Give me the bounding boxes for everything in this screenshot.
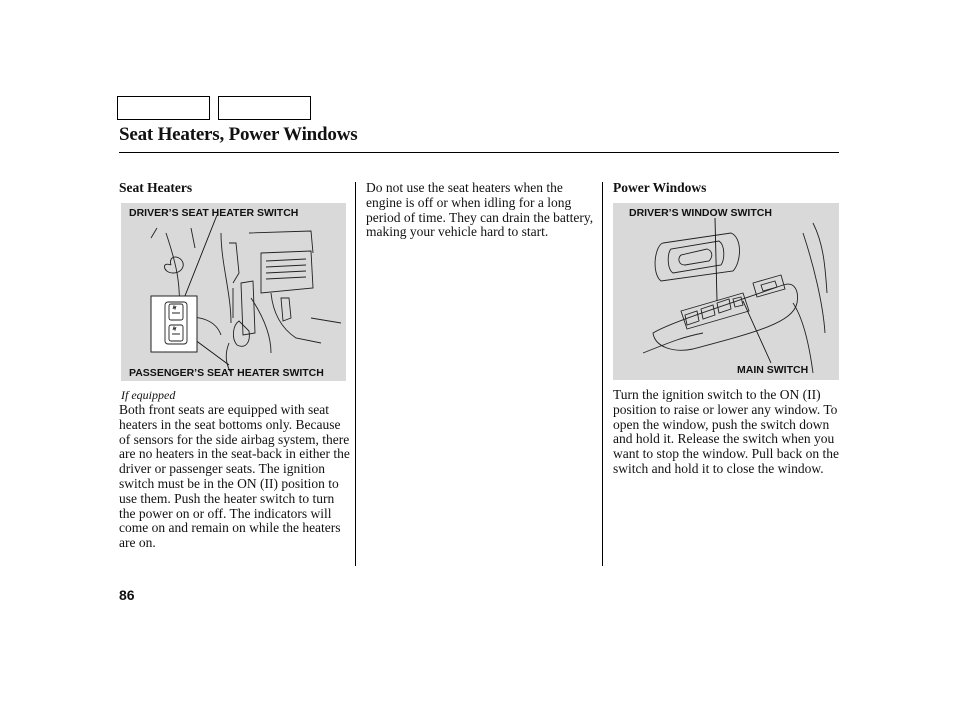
if-equipped-note: If equipped (121, 388, 176, 402)
seat-heaters-body: Both front seats are equipped with seat heaters in the seat bottoms only. Because of sensors for the side airbag system, there are no heaters in the seat-back in either the driver or passenger seats. The ignition switch must be in the ON (II) position to use them. Push the heater switch to turn the power on or off. The indicators will come on and remain on while the heaters are on. (119, 402, 350, 551)
power-window-figure (613, 203, 839, 380)
figure-label-driver-window-switch: DRIVER’S WINDOW SWITCH (629, 207, 772, 219)
title-divider (119, 152, 839, 153)
power-window-illustration (613, 203, 839, 380)
seat-heaters-heading: Seat Heaters (119, 180, 193, 195)
power-windows-body: Turn the ignition switch to the ON (II) position to raise or lower any window. To open the window, push the switch down and hold it. Release the switch when you want to stop the window. Pull back on the switch and hold it to close the window. (613, 387, 839, 476)
page-number: 86 (119, 587, 135, 603)
nav-tab-2[interactable] (218, 96, 311, 120)
column-divider (355, 182, 356, 566)
figure-label-main-switch: MAIN SWITCH (737, 364, 809, 376)
column-divider (602, 182, 603, 566)
seat-heater-figure (121, 203, 346, 381)
page-title: Seat Heaters, Power Windows (119, 124, 358, 145)
power-windows-heading: Power Windows (613, 180, 707, 195)
figure-label-driver-seat-heater-switch: DRIVER’S SEAT HEATER SWITCH (129, 207, 299, 219)
figure-label-passenger-seat-heater-switch: PASSENGER’S SEAT HEATER SWITCH (129, 367, 324, 379)
nav-tab-1[interactable] (117, 96, 210, 120)
seat-heater-illustration (121, 203, 346, 381)
seat-heaters-warning-text: Do not use the seat heaters when the engine is off or when idling for a long period of time. They can drain the battery, making your vehicle hard to start. (366, 180, 594, 240)
